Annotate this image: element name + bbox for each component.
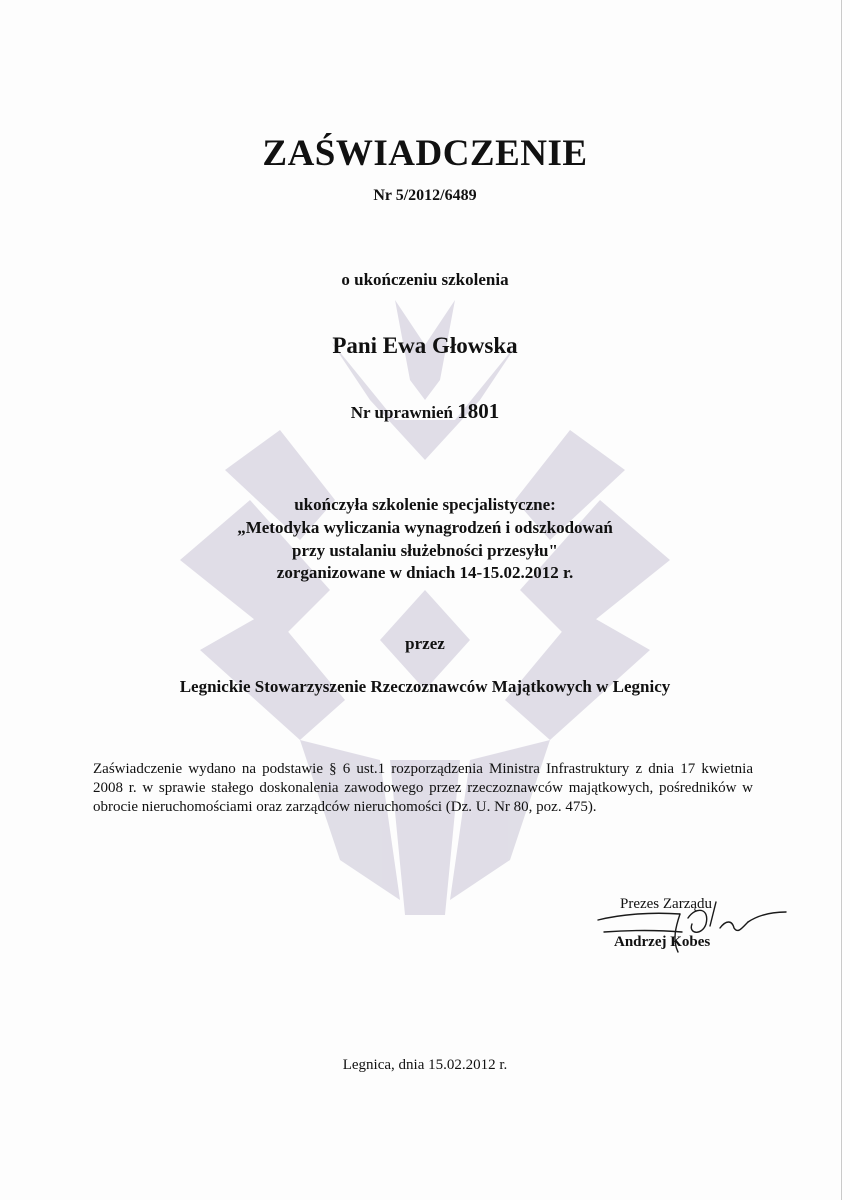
certificate-number: Nr 5/2012/6489: [373, 187, 477, 204]
signatory-role: Prezes Zarządu: [620, 896, 713, 912]
legal-basis-paragraph: Zaświadczenie wydano na podstawie § 6 ust.1 rozporządzenia Ministra Infrastruktury z dnia 17 kwietnia 2008 r. w sprawie stałego doskonalenia zawodowego przez rzeczoznawców majątkowych, pośredników w obrocie nieruchomościami oraz zarządców nieruchomości (Dz. U. Nr 80, poz. 475).: [93, 761, 753, 815]
organizer-name: Legnickie Stowarzyszenie Rzeczoznawców Majątkowych w Legnicy: [179, 677, 671, 696]
license-label: Nr uprawnień: [350, 403, 453, 422]
course-dates: zorganizowane w dniach 14-15.02.2012 r.: [276, 563, 574, 582]
place-and-date: Legnica, dnia 15.02.2012 r.: [342, 1057, 508, 1073]
certificate-title: ZAŚWIADCZENIE: [262, 133, 588, 174]
license-number: 1801: [457, 399, 500, 423]
recipient-name: Pani Ewa Głowska: [332, 333, 518, 358]
license-line: [0, 399, 850, 424]
certificate-subtitle: o ukończeniu szkolenia: [341, 270, 509, 289]
course-title-line1: „Metodyka wyliczania wynagrodzeń i odszkodowań: [237, 518, 613, 537]
course-title-line2: przy ustalaniu służebności przesyłu": [292, 541, 558, 560]
course-intro: ukończyła szkolenie specjalistyczne:: [294, 495, 556, 514]
signatory-name: Andrzej Kobes: [614, 934, 711, 950]
signature-block: [592, 890, 792, 960]
by-label: przez: [405, 634, 445, 653]
